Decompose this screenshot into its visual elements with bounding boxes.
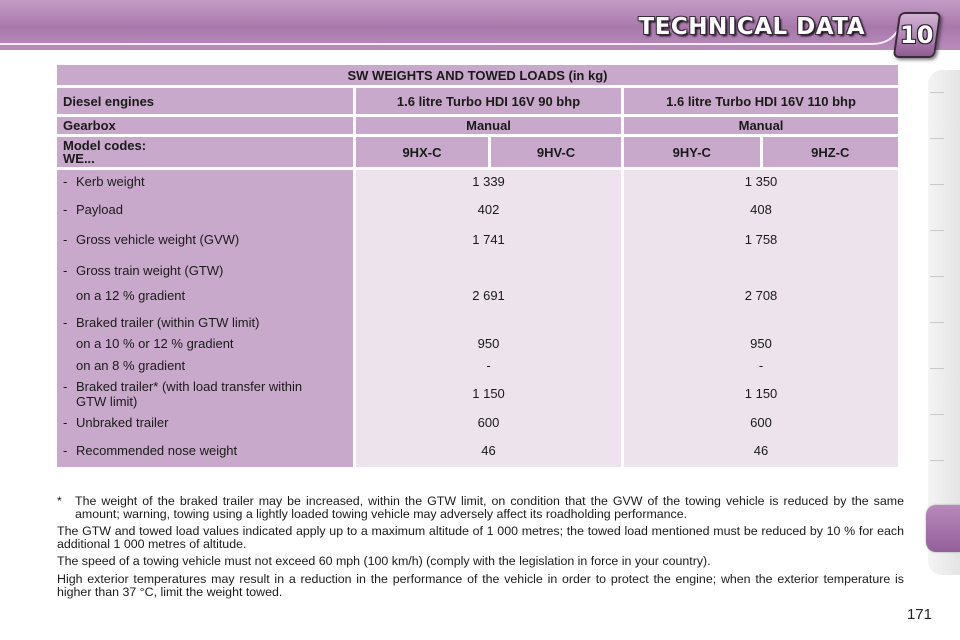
model-codes-label-line1: Model codes: xyxy=(63,138,147,153)
row-label-nose xyxy=(63,443,347,463)
row-label-text: Kerb weight xyxy=(76,174,145,189)
gearbox-90: Manual xyxy=(356,117,621,134)
value-braked-8-90: - xyxy=(486,358,491,373)
model-code-9hy: 9HY-C xyxy=(624,137,759,167)
row-label-text: Braked trailer (within GTW limit) xyxy=(76,315,260,330)
row-label-text: on a 10 % or 12 % gradient xyxy=(76,336,234,351)
value-nose-90: 46 xyxy=(481,443,496,458)
row-label-text: Gross vehicle weight (GVW) xyxy=(76,232,240,247)
row-label-text: Recommended nose weight xyxy=(76,443,238,458)
tab-divider xyxy=(930,230,944,231)
value-braked-8-110: - xyxy=(758,358,764,373)
value-gtw-gradient-110: 2 708 xyxy=(744,288,778,303)
gearbox-label: Gearbox xyxy=(57,117,353,134)
gearbox-110: Manual xyxy=(624,117,898,134)
value-gvw-110: 1 758 xyxy=(744,232,778,247)
chapter-badge xyxy=(893,12,941,58)
tab-divider xyxy=(930,138,944,139)
row-label-kerb xyxy=(63,174,347,202)
value-gtw-gradient-90: 2 691 xyxy=(472,288,505,303)
model-codes-label-line2: WE... xyxy=(63,151,95,166)
footnotes xyxy=(57,495,904,603)
row-label-braked-10-12 xyxy=(63,336,347,358)
tab-divider xyxy=(930,414,944,415)
row-label-braked-transfer xyxy=(63,379,347,415)
weights-table xyxy=(54,62,901,470)
row-label-unbraked xyxy=(63,415,347,443)
value-braked-blank-110 xyxy=(630,315,892,336)
value-payload-110: 408 xyxy=(750,202,772,217)
footnote-text: The weight of the braked trailer may be increased, within the GTW limit, on condition that the GVW of the towing vehicle is reduced by the same amount; warning, towing using a lightly loaded towing vehicle may adversely affect its roadholding performance. xyxy=(75,494,904,521)
value-braked-blank-90 xyxy=(362,315,615,336)
value-kerb-110: 1 350 xyxy=(744,174,778,189)
model-code-9hv: 9HV-C xyxy=(491,137,621,167)
tab-divider xyxy=(930,276,944,277)
row-label-text: Gross train weight (GTW) xyxy=(76,263,224,278)
tab-divider xyxy=(930,322,944,323)
value-gtw-blank-110 xyxy=(630,263,892,288)
tab-divider xyxy=(930,460,944,461)
row-label-gvw xyxy=(63,232,347,263)
row-label-text: on an 8 % gradient xyxy=(76,358,186,373)
tab-divider xyxy=(930,184,944,185)
row-label-text: Payload xyxy=(76,202,123,217)
footnote-star: * xyxy=(57,494,62,508)
value-braked-transfer-90: 1 150 xyxy=(472,386,505,401)
engine-90-header: 1.6 litre Turbo HDI 16V 90 bhp xyxy=(356,88,621,114)
row-label-text: Unbraked trailer xyxy=(76,415,169,430)
row-dash: - xyxy=(63,232,68,247)
row-label-line2: GTW limit) xyxy=(76,394,138,409)
value-kerb-90: 1 339 xyxy=(472,174,505,189)
tab-divider xyxy=(930,92,944,93)
row-dash: - xyxy=(63,415,68,430)
value-unbraked-110: 600 xyxy=(750,415,772,430)
row-label-text xyxy=(76,379,347,409)
values-column-110 xyxy=(624,170,898,467)
values-column-90 xyxy=(356,170,621,467)
model-code-9hx: 9HX-C xyxy=(356,137,488,167)
chapter-tab-strip xyxy=(928,70,960,575)
row-label-gtw xyxy=(63,263,347,288)
page-header-title: TECHNICAL DATA xyxy=(638,14,865,40)
weights-table-container xyxy=(57,62,904,470)
chapter-number: 10 xyxy=(900,21,934,49)
row-dash: - xyxy=(63,379,68,394)
table-title: SW WEIGHTS AND TOWED LOADS (in kg) xyxy=(57,65,898,85)
model-codes-label xyxy=(57,137,353,167)
page-number: 171 xyxy=(906,606,932,623)
row-dash: - xyxy=(63,315,68,330)
weights-labels-column xyxy=(57,170,353,467)
value-unbraked-90: 600 xyxy=(477,415,500,430)
value-braked-10-12-90: 950 xyxy=(477,336,500,351)
row-label-gtw-gradient xyxy=(63,288,347,315)
note-altitude: The GTW and towed load values indicated apply up to a maximum altitude of 1 000 metres; the towed load mentioned must be reduced by 10 % for each additional 1 000 metres of altitude. xyxy=(57,524,904,551)
value-gtw-blank-90 xyxy=(362,263,615,288)
tab-divider xyxy=(930,368,944,369)
note-temperature: High exterior temperatures may result in a reduction in the performance of the vehicle in order to protect the engine; when the exterior temperature is higher than 37 °C, limit the weight towed. xyxy=(57,571,904,599)
value-braked-10-12-110: 950 xyxy=(750,336,772,351)
row-dash: - xyxy=(63,263,68,278)
footnote-braked-trailer xyxy=(57,495,904,520)
value-nose-110: 46 xyxy=(753,443,769,458)
value-braked-transfer-110: 1 150 xyxy=(744,386,778,401)
engine-110-header: 1.6 litre Turbo HDI 16V 110 bhp xyxy=(624,88,898,114)
row-label-payload xyxy=(63,202,347,232)
row-label-text: on a 12 % gradient xyxy=(76,288,186,303)
row-dash: - xyxy=(63,202,68,217)
active-chapter-tab[interactable] xyxy=(926,505,960,552)
row-label-braked xyxy=(63,315,347,336)
note-speed: The speed of a towing vehicle must not exceed 60 mph (100 km/h) (comply with the legislation in force in your country). xyxy=(57,554,711,569)
row-label-line1: Braked trailer* (with load transfer within xyxy=(76,379,303,394)
value-payload-90: 402 xyxy=(477,202,500,217)
row-dash: - xyxy=(63,443,68,458)
diesel-engines-label: Diesel engines xyxy=(57,88,353,114)
row-label-braked-8 xyxy=(63,358,347,379)
model-code-9hz: 9HZ-C xyxy=(763,137,898,167)
value-gvw-90: 1 741 xyxy=(472,232,505,247)
row-dash: - xyxy=(63,174,68,189)
